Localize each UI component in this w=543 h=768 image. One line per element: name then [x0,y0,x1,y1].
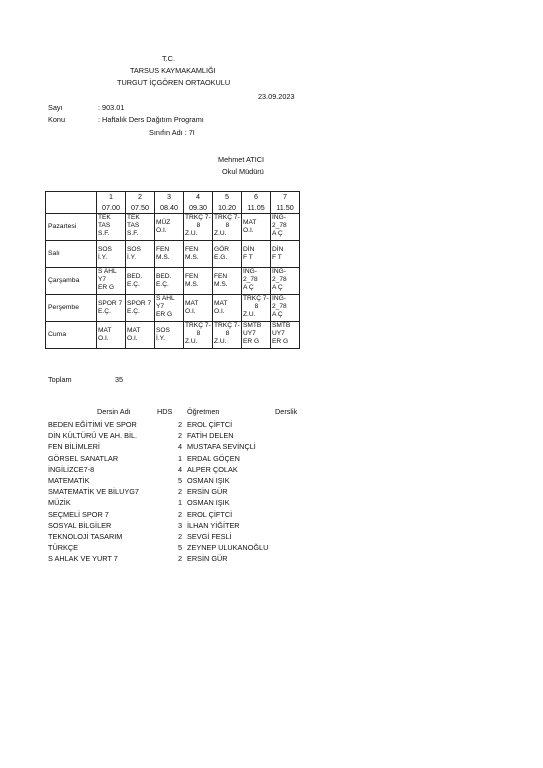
period-header: 2 07.50 [126,192,155,214]
schedule-row [46,295,300,322]
principal-title: Okul Müdürü [222,167,264,176]
lesson-cell-line: FEN [156,246,170,254]
lesson-name: GÖRSEL SANATLAR [48,453,119,463]
class-name: Sınıfın Adı : 7I [149,128,195,137]
principal-name: Mehmet ATICI [218,155,265,164]
lesson-teacher: ERSİN GÜR [187,487,228,497]
lesson-cell-line: M.S. [156,254,170,261]
lesson-cell-line: MAT [127,327,141,335]
lesson-name: MATEMATİK [48,476,90,485]
lesson-cell [184,295,213,322]
lesson-cell-line: SMTB [243,322,262,329]
lesson-cell-line: E.Ç. [98,308,111,315]
lesson-cell [97,322,126,349]
lesson-cell-line: SMTB [272,322,291,329]
lesson-teacher: OSMAN IŞIK [187,498,230,508]
lesson-cell-line: İNG- [243,268,257,275]
lesson-cell-line: FEN [214,273,228,281]
total-label: Toplam [48,375,72,384]
lesson-cell-line: GÖR [214,246,230,254]
lesson-cell-line: SOS [98,246,112,254]
sayi-label: Sayı [48,103,63,112]
lesson-cell-line: Y7 [98,275,107,283]
day-label: Pazartesi [46,214,97,241]
lesson-cell [271,268,300,295]
lesson-cell-line: MAT [243,219,257,227]
lesson-hours: 2 [178,509,183,519]
lesson-cell-line: SPOR 7 [127,300,152,308]
lesson-cell-line: SPOR 7 [98,300,123,308]
lesson-cell-line: S AHL [98,268,117,275]
konu-label: Konu [48,115,66,124]
lesson-cell-line: E.Ç. [156,281,169,288]
teacher-header: Öğretmen [187,407,220,416]
schedule-row [46,241,300,268]
lesson-hours: 2 [178,431,183,441]
lesson-cell-line: O.I. [98,335,109,342]
lesson-cell-line: Z.U. [214,229,227,237]
lesson-hours: 5 [178,476,183,485]
weekly-schedule-table [45,191,300,349]
lesson-cell-line: 2_78 [272,302,287,310]
lesson-cell [184,322,213,349]
lesson-cell-line: ER G [243,337,260,345]
lesson-cell [271,214,300,241]
header-school-name: TURGUT İÇGÖREN ORTAOKULU [117,78,231,87]
lesson-cell-line: Z.U. [214,337,227,345]
hours-header: HDS [157,407,173,416]
header-kaymakamlik: TARSUS KAYMAKAMLIĞI [130,66,216,75]
lesson-teacher: MUSTAFA SEVİNÇLİ [187,442,256,452]
lesson-teacher: EROL ÇİFTCİ [187,420,233,429]
lesson-name: TÜRKÇE [48,543,78,553]
lesson-cell [126,322,155,349]
lesson-cell [97,241,126,268]
lesson-teacher: ALPER ÇOLAK [187,464,238,474]
lesson-cell-line: M.S. [214,281,228,288]
lesson-cell-line: SOS [127,246,141,254]
lesson-cell-line: Z.U. [185,337,198,345]
lesson-teacher: FATİH DELEN [187,431,234,441]
lesson-cell [155,295,184,322]
lesson-cell-line: BED. [156,273,172,281]
lesson-cell-line: Z.U. [243,310,256,318]
lesson-cell [242,268,271,295]
period-header: 3 08.40 [155,192,184,214]
lesson-cell-line: 8 [225,329,230,337]
lesson-name: BEDEN EĞİTİMİ VE SPOR [48,420,137,429]
lesson-name: SOSYAL BİLGİLER [48,520,112,530]
lesson-cell [242,295,271,322]
lesson-cell [271,322,300,349]
lesson-name: S AHLAK VE YURT 7 [48,554,118,564]
lesson-hours: 2 [178,487,183,497]
lesson-teacher: ZEYNEP ULUKANOĞLU [187,543,269,553]
lesson-name-header: Dersin Adı [97,407,131,416]
lesson-cell-line: A Ç [243,283,254,291]
lesson-cell [97,268,126,295]
lesson-cell [97,295,126,322]
lesson-hours: 4 [178,464,183,474]
lesson-hours: 1 [178,453,183,463]
lesson-cell [97,214,126,241]
lesson-cell-line: 8 [254,302,259,310]
lesson-cell-line: S.F. [98,229,110,237]
lesson-cell-line: E.Ç. [127,308,140,315]
lesson-cell-line: 2_78 [272,275,287,283]
lesson-cell-line: S AHL [156,295,175,302]
lesson-teacher: İLHAN YİĞİTER [187,520,240,530]
lesson-cell-line: BED. [127,273,143,281]
schedule-row [46,322,300,349]
lesson-cell-line: O.I. [185,308,196,315]
lesson-name: MÜZİK [48,498,71,508]
lesson-cell-line: TRKÇ 7- [185,322,211,329]
lesson-cell-line: O.I. [127,335,138,342]
lesson-cell [126,214,155,241]
lesson-cell-line: MAT [185,300,199,308]
lesson-cell-line: UY7 [272,329,285,337]
period-header-row [46,192,300,214]
lesson-cell [213,214,242,241]
lesson-cell-line: O.I. [156,227,167,234]
document-date: 23.09.2023 [258,92,295,101]
lesson-cell-line: DİN [272,246,284,254]
lesson-cell-line: 8 [196,221,201,229]
lesson-cell [126,268,155,295]
lesson-teacher: EROL ÇİFTCİ [187,509,233,519]
lesson-cell-line: MÜZ [156,219,171,227]
period-header: 4 09.30 [184,192,213,214]
lesson-name: DİN KÜLTÜRÜ VE AH. BİL. [48,431,138,441]
lesson-cell-line: ER G [156,310,173,318]
lesson-cell [155,214,184,241]
lesson-name: SEÇMELİ SPOR 7 [48,509,109,519]
period-header: 1 07.00 [97,192,126,214]
lesson-cell-line: MAT [214,300,228,308]
lesson-cell-line: E.G. [214,254,228,261]
schedule-row [46,214,300,241]
period-header: 7 11.50 [271,192,300,214]
lesson-cell-line: TEK [127,214,140,221]
lesson-teacher: ERDAL GÖÇEN [187,453,240,463]
lesson-cell-line: A Ç [272,229,283,237]
lesson-cell-line: A Ç [272,310,283,318]
lesson-teacher: ERSİN GÜR [187,554,228,564]
lesson-cell [213,295,242,322]
lesson-hours: 2 [178,420,183,429]
lesson-cell-line: ER G [98,283,115,291]
lesson-cell-line: TAS [98,221,111,229]
lesson-cell-line: A Ç [272,283,283,291]
lesson-cell-line: UY7 [243,329,256,337]
header-tc: T.C. [162,54,175,63]
lesson-cell [155,241,184,268]
lesson-cell [155,268,184,295]
period-header: 5 10.20 [213,192,242,214]
lesson-cell-line: M.S. [185,281,199,288]
lesson-cell-line: İNG- [272,214,286,221]
lesson-cell [242,322,271,349]
lesson-cell-line: FEN [185,246,199,254]
lesson-teacher: SEVGİ FESLİ [187,532,232,541]
day-label: Perşembe [46,295,97,322]
lesson-cell-line: O.I. [243,227,254,234]
lesson-name: SMATEMATİK VE BİLUYG7 [48,487,139,497]
lesson-cell-line: 2_78 [243,275,258,283]
lesson-cell-line: F T [243,254,253,261]
lesson-cell [213,322,242,349]
lesson-hours: 4 [178,442,183,452]
total-value: 35 [115,375,124,384]
lesson-cell [271,241,300,268]
sayi-value: : 903.01 [98,103,125,112]
lesson-cell-line: M.S. [185,254,199,261]
lesson-cell [184,241,213,268]
lesson-hours: 2 [178,532,183,541]
corner-cell [46,192,97,214]
lesson-cell-line: TRKÇ 7- [214,214,240,221]
lesson-cell-line: MAT [98,327,112,335]
lesson-cell [126,295,155,322]
lesson-cell-line: F T [272,254,282,261]
lesson-hours: 2 [178,554,183,564]
lesson-cell-line: TEK [98,214,111,221]
lesson-cell [155,322,184,349]
lesson-cell-line: İ.Y. [98,254,108,261]
lesson-name: İNGİLİZCE7-8 [48,464,95,474]
lesson-cell-line: TAS [127,221,140,229]
lesson-cell [242,241,271,268]
konu-value: : Haftalık Ders Dağıtım Programı [98,115,204,124]
lesson-cell-line: 8 [225,221,230,229]
lesson-cell-line: İ.Y. [156,335,166,342]
schedule-row [46,268,300,295]
lesson-cell-line: DİN [243,246,255,254]
lesson-cell-line: 8 [196,329,201,337]
lesson-teacher: OSMAN IŞIK [187,476,230,485]
lesson-cell-line: Z.U. [185,229,198,237]
lesson-cell [271,295,300,322]
lesson-cell-line: 2_78 [272,221,287,229]
lesson-cell [242,214,271,241]
lesson-name: TEKNOLOJİ TASARIM [48,532,123,541]
lesson-cell-line: Y7 [156,302,165,310]
lesson-cell-line: O.I. [214,308,225,315]
day-label: Cuma [46,322,97,349]
lesson-cell-line: İ.Y. [127,254,137,261]
lesson-cell [184,214,213,241]
lesson-cell-line: İNG- [272,268,286,275]
lesson-cell-line: İNG- [272,295,286,302]
room-header: Derslik [275,407,298,416]
lesson-cell-line: ER G [272,337,289,345]
lesson-cell-line: FEN [185,273,199,281]
period-header: 6 11.05 [242,192,271,214]
lesson-cell-line: E.Ç. [127,281,140,288]
lesson-hours: 3 [178,520,183,530]
lesson-cell [184,268,213,295]
day-label: Salı [46,241,97,268]
lesson-cell [213,268,242,295]
lesson-hours: 1 [178,498,183,508]
day-label: Çarşamba [46,268,97,295]
lesson-cell-line: TRKÇ 7- [185,214,211,221]
lesson-name: FEN BİLİMLERİ [48,442,100,452]
lesson-hours: 5 [178,543,183,553]
lesson-cell [213,241,242,268]
lesson-cell-line: SOS [156,327,170,335]
lesson-cell [126,241,155,268]
lesson-cell-line: S.F. [127,229,139,237]
lesson-cell-line: TRKÇ 7- [243,295,269,302]
lesson-cell-line: TRKÇ 7- [214,322,240,329]
